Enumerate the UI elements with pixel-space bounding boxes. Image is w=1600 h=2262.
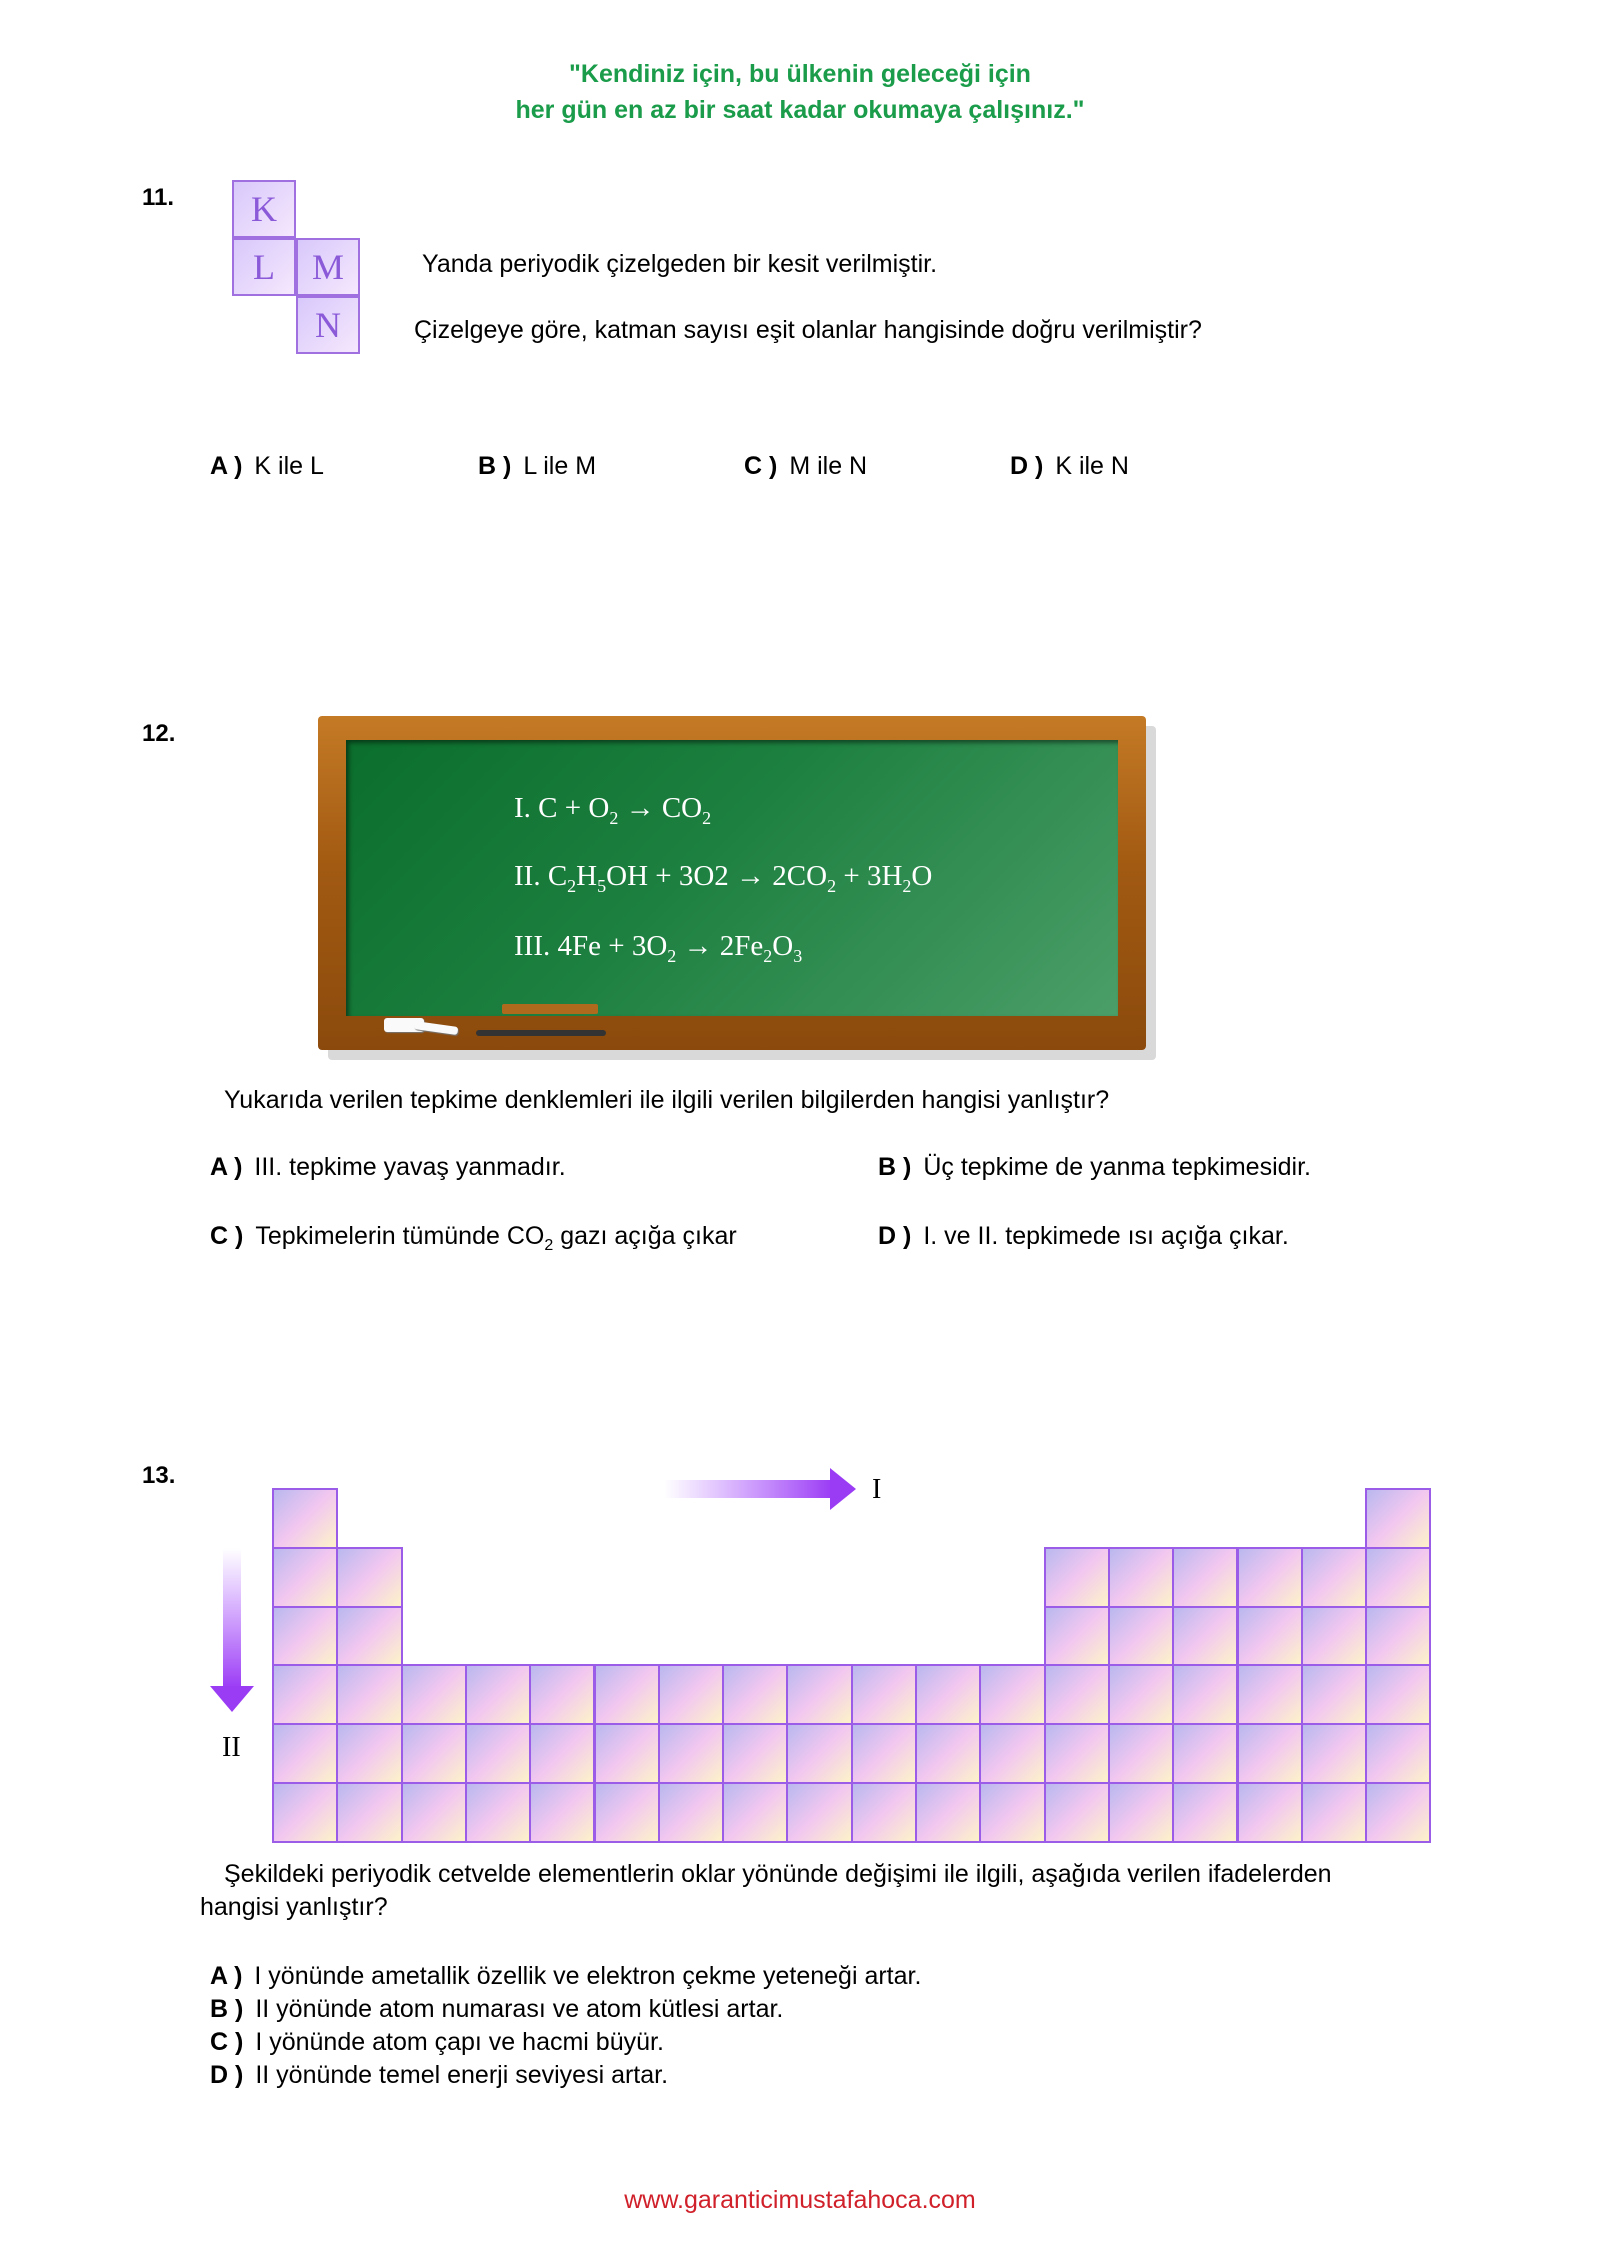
table-cell [465,1664,531,1725]
q12-option-d[interactable]: D ) I. ve II. tepkimede ısı açığa çıkar. [878,1222,1289,1250]
table-cell [1365,1664,1431,1725]
q13-option-a[interactable]: A ) I yönünde ametallik özellik ve elektron çekme yeteneği artar. [210,1962,922,1990]
table-cell [272,1723,338,1784]
table-cell [401,1664,467,1725]
question-12-number: 12. [142,720,176,747]
table-cell [401,1782,467,1843]
question-11-text-2: Çizelgeye göre, katman sayısı eşit olanlar hangisinde doğru verilmiştir? [414,316,1202,344]
q11-option-b[interactable]: B ) L ile M [478,452,597,480]
table-cell [336,1723,402,1784]
table-cell [529,1782,595,1843]
table-cell [1172,1782,1238,1843]
table-cell [1301,1606,1367,1667]
table-cell [1237,1782,1303,1843]
table-cell [1365,1723,1431,1784]
table-cell [1301,1547,1367,1608]
chalk-tray-shadow [476,1030,606,1036]
table-cell [336,1606,402,1667]
table-cell [1237,1547,1303,1608]
table-cell [529,1723,595,1784]
equation-2: II. $C_2H_5OH + 3O2 \to 2CO_2 + 3H_2O$ [514,860,933,896]
table-cell [336,1664,402,1725]
equation-1: I. $C + O_2 \to CO_2$ [514,792,712,828]
q12-option-c[interactable]: C ) Tepkimelerin tümünde $CO_2$ gazı açığa çıkar [210,1222,737,1254]
table-cell [272,1488,338,1549]
arrow-right-icon [664,1466,860,1514]
cell-n: N [296,296,360,354]
table-cell [722,1782,788,1843]
arrow-down-label: II [222,1732,241,1763]
question-13-number: 13. [142,1462,176,1489]
table-cell [272,1606,338,1667]
table-cell [915,1723,981,1784]
table-cell [465,1782,531,1843]
table-cell [1108,1606,1174,1667]
q12-option-a[interactable]: A ) III. tepkime yavaş yanmadır. [210,1153,566,1181]
table-cell [594,1782,660,1843]
table-cell [979,1723,1045,1784]
table-cell [1365,1547,1431,1608]
table-cell [851,1782,917,1843]
table-cell [465,1723,531,1784]
question-11-text-1: Yanda periyodik çizelgeden bir kesit verilmiştir. [422,250,938,278]
table-cell [1172,1723,1238,1784]
equation-3: III. $4Fe + 3O_2 \to 2Fe_2O_3$ [514,930,803,966]
table-cell [1044,1547,1110,1608]
table-cell [851,1664,917,1725]
q13-option-d[interactable]: D ) II yönünde temel enerji seviyesi artar. [210,2061,669,2089]
table-cell [1365,1782,1431,1843]
cell-m: M [296,238,360,296]
table-cell [722,1723,788,1784]
table-cell [979,1782,1045,1843]
table-cell [1237,1664,1303,1725]
table-cell [1108,1782,1174,1843]
table-cell [336,1547,402,1608]
table-cell [336,1782,402,1843]
table-cell [786,1664,852,1725]
table-cell [1365,1488,1431,1549]
q13-option-c[interactable]: C ) I yönünde atom çapı ve hacmi büyür. [210,2028,664,2056]
table-cell [1044,1664,1110,1725]
table-cell [272,1782,338,1843]
table-cell [1237,1723,1303,1784]
q12-option-b[interactable]: B ) Üç tepkime de yanma tepkimesidir. [878,1153,1311,1181]
q11-option-d[interactable]: D ) K ile N [1010,452,1129,480]
eraser-icon [502,1004,598,1014]
q11-option-a[interactable]: A ) K ile L [210,452,324,480]
table-cell [1237,1606,1303,1667]
cell-l: L [232,238,296,296]
quote-line-2: her gün en az bir saat kadar okumaya çalışınız." [515,96,1085,124]
question-13-text-2: hangisi yanlıştır? [200,1893,388,1921]
table-cell [1172,1664,1238,1725]
question-12-text: Yukarıda verilen tepkime denklemleri ile ilgili verilen bilgilerden hangisi yanlıştır? [224,1086,1110,1114]
arrow-down-icon [208,1548,256,1716]
table-cell [658,1723,724,1784]
table-cell [1172,1547,1238,1608]
table-cell [658,1664,724,1725]
table-cell [851,1723,917,1784]
footer-url[interactable]: www.garanticimustafahoca.com [624,2186,976,2214]
table-cell [1108,1547,1174,1608]
question-13-text-1: Şekildeki periyodik cetvelde elementlerin oklar yönünde değişimi ile ilgili, aşağıda verilen ifadelerden [224,1860,1332,1888]
table-cell [594,1723,660,1784]
table-cell [1044,1723,1110,1784]
table-cell [401,1723,467,1784]
table-cell [529,1664,595,1725]
cell-k: K [232,180,296,238]
arrow-right-label: I [872,1474,882,1505]
table-cell [1108,1723,1174,1784]
table-cell [272,1547,338,1608]
table-cell [272,1664,338,1725]
table-cell [979,1664,1045,1725]
table-cell [1108,1664,1174,1725]
q11-option-c[interactable]: C ) M ile N [744,452,868,480]
table-cell [786,1782,852,1843]
table-cell [594,1664,660,1725]
table-cell [915,1782,981,1843]
table-cell [1301,1782,1367,1843]
table-cell [1044,1606,1110,1667]
quote-line-1: "Kendiniz için, bu ülkenin geleceği için [569,60,1031,88]
q13-option-b[interactable]: B ) II yönünde atom numarası ve atom kütlesi artar. [210,1995,784,2023]
table-cell [1044,1782,1110,1843]
table-cell [658,1782,724,1843]
table-cell [1365,1606,1431,1667]
table-cell [722,1664,788,1725]
table-cell [1301,1723,1367,1784]
question-11-number: 11. [142,184,175,211]
table-cell [786,1723,852,1784]
table-cell [1172,1606,1238,1667]
table-cell [1301,1664,1367,1725]
table-cell [915,1664,981,1725]
